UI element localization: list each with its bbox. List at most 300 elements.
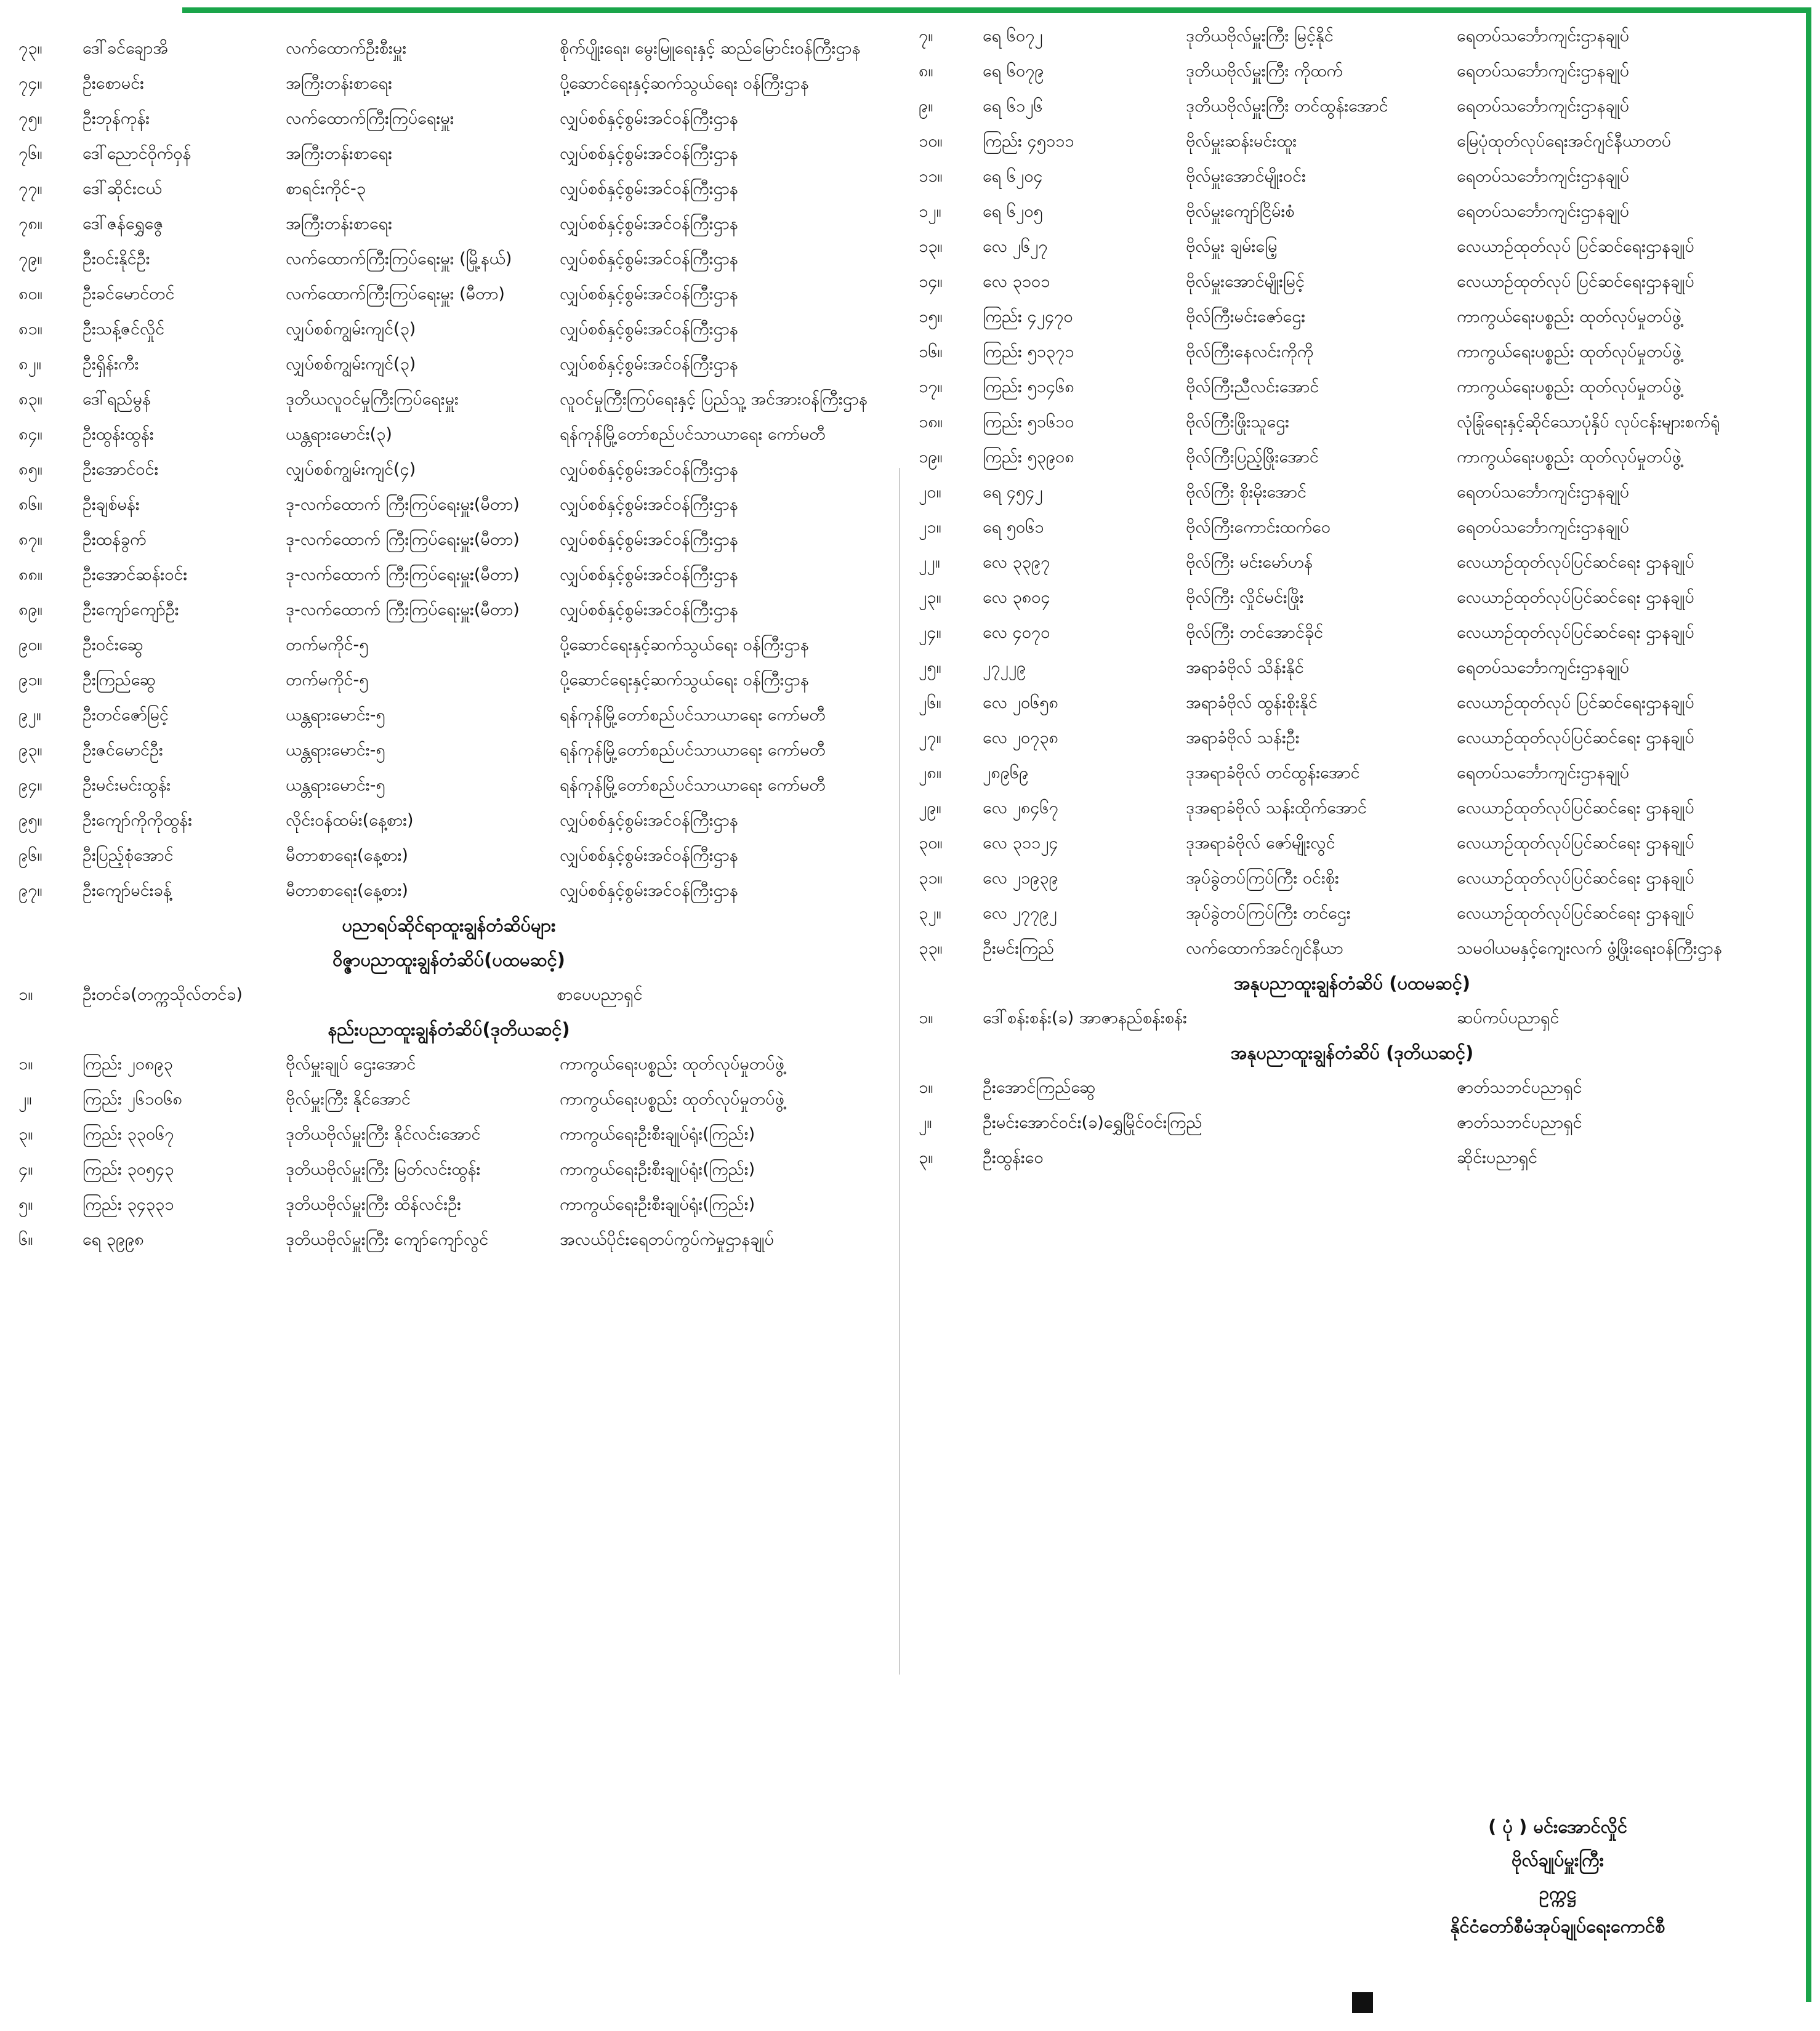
arts1-row	[909, 1000, 1795, 1036]
person-name: ဦးမင်းကြည်	[983, 939, 1055, 958]
person-name: ဦးစောမင်း	[83, 74, 145, 93]
person-department: လေယာဉ်ထုတ်လုပ် ပြင်ဆင်ရေးဌာနချုပ်	[1457, 693, 1694, 712]
person-department: လျှပ်စစ်နှင့်စွမ်းအင်ဝန်ကြီးဌာန	[560, 530, 738, 549]
list-row	[909, 440, 1795, 475]
arts2-award-list	[909, 1070, 1795, 1175]
row-number: ၅။	[18, 1195, 33, 1214]
service-number: လေ ၂၈၄၆၇	[983, 798, 1058, 818]
person-name: ဦးသန့်ဇင်လှိုင်	[83, 320, 165, 339]
list-row	[9, 417, 889, 452]
row-number: ၂၄။	[919, 623, 941, 642]
service-number: လေ ၃၃၉၇	[983, 553, 1050, 572]
person-name: ဒေါ်ခင်ချောအိ	[83, 39, 168, 58]
person-name: ဦးအောင်ဝင်း	[83, 460, 159, 479]
person-rank: တက်မကိုင်-၅	[286, 670, 369, 690]
person-department: ရန်ကုန်မြို့တော်စည်ပင်သာယာရေး ကော်မတီ	[560, 776, 826, 795]
list-row	[909, 264, 1795, 299]
person-department: လျှပ်စစ်နှင့်စွမ်းအင်ဝန်ကြီးဌာန	[560, 109, 738, 128]
row-number: ၇၆။	[18, 144, 42, 163]
person-rank: ယန္တရားမောင်း-၅	[286, 741, 385, 760]
person-rank: လက်ထောက်အင်ဂျင်နီယာ	[1186, 939, 1343, 958]
list-row	[909, 1070, 1795, 1105]
service-number: ကြည်း ၃၄၃၃၁	[83, 1195, 174, 1214]
list-row	[9, 312, 889, 347]
person-department: ပို့ဆောင်ရေးနှင့်ဆက်သွယ်ရေး ဝန်ကြီးဌာန	[560, 74, 809, 93]
person-rank: ဒု-လက်ထောက် ကြီးကြပ်ရေးမှူး(မီတာ)	[286, 530, 520, 549]
service-number: ရေ ၆၂၀၄	[983, 167, 1043, 186]
person-name: ဗိုလ်ကြီးပြည့်ဖြိုးအောင်	[1186, 448, 1319, 467]
row-number: ၉၇။	[18, 881, 42, 900]
person-rank: တက်မကိုင်-၅	[286, 635, 369, 654]
list-row	[9, 241, 889, 276]
person-department: လျှပ်စစ်နှင့်စွမ်းအင်ဝန်ကြီးဌာန	[560, 811, 738, 830]
person-department: လျှပ်စစ်နှင့်စွမ်းအင်ဝန်ကြီးဌာန	[560, 249, 738, 268]
person-rank: ဒုတိယလူဝင်မှုကြီးကြပ်ရေးမှူး	[286, 390, 459, 409]
list-row	[9, 452, 889, 487]
person-name: ဗိုလ်ကြီးနေလင်းကိုကို	[1186, 342, 1314, 361]
person-name: ဦးဝင်းဆွေ	[83, 635, 143, 654]
person-rank: လက်ထောက်ဦးစီးမှူး	[286, 39, 407, 58]
list-row	[9, 1047, 889, 1082]
person-name: ဦးခင်မောင်တင်	[83, 284, 175, 304]
black-square-icon	[1352, 1992, 1373, 2013]
person-rank: ဒု-လက်ထောက် ကြီးကြပ်ရေးမှူး(မီတာ)	[286, 600, 520, 619]
row-number: ၉၄။	[18, 776, 42, 795]
person-name: ဦးတင်ဇော်မြင့်	[83, 706, 169, 725]
list-row	[909, 615, 1795, 650]
person-name: ဒုတိယဗိုလ်မှူးကြီး တင်ထွန်းအောင်	[1186, 97, 1388, 116]
list-row	[9, 1187, 889, 1222]
row-number: ၁၉။	[919, 448, 943, 467]
section-arts2-title: အနုပညာထူးချွန်တံဆိပ် (ဒုတိယဆင့်)	[1230, 1042, 1474, 1063]
person-department: ရေတပ်သင်္ဘောကျင်းဌာနချုပ်	[1457, 202, 1629, 221]
list-row	[9, 592, 889, 627]
list-row	[909, 510, 1795, 545]
person-department: လျှပ်စစ်နှင့်စွမ်းအင်ဝန်ကြီးဌာန	[560, 600, 738, 619]
person-name: ဒုအရာခံဗိုလ် ဇော်မျိုးလွင်	[1186, 834, 1335, 853]
service-number: လေ ၃၁၁၂၄	[983, 834, 1058, 853]
row-number: ၈၃။	[18, 390, 42, 409]
column-divider	[899, 468, 900, 1675]
row-number: ၁၆။	[919, 342, 943, 361]
service-number: လေ ၄၀၇၀	[983, 623, 1050, 642]
list-row	[909, 790, 1795, 826]
person-name: ဗိုလ်ကြီးမင်းဇော်ဌေး	[1186, 307, 1306, 326]
person-name: ဒုတိယဗိုလ်မှူးကြီး မြတ်လင်းထွန်း	[286, 1160, 481, 1179]
person-name: ဦးချစ်မန်း	[83, 495, 140, 514]
person-department: လေယာဉ်ထုတ်လုပ်ပြင်ဆင်ရေး ဌာနချုပ်	[1457, 869, 1694, 888]
service-number: ရေ ၆၂၀၅	[983, 202, 1043, 221]
person-rank: ယန္တရားမောင်း-၅	[286, 776, 385, 795]
list-row	[9, 662, 889, 698]
list-row	[9, 522, 889, 557]
person-department: လျှပ်စစ်နှင့်စွမ်းအင်ဝန်ကြီးဌာန	[560, 881, 738, 900]
signature-title: ဥက္ကဋ္ဌ	[1539, 1883, 1577, 1904]
row-number: ၁။	[18, 1055, 33, 1074]
row-number: ၃။	[18, 1125, 33, 1144]
person-name: ဦးပြည့်စုံအောင်	[83, 846, 174, 865]
list-row	[9, 733, 889, 768]
list-row	[9, 276, 889, 312]
person-rank: ယန္တရားမောင်း(၃)	[286, 425, 392, 444]
list-row	[9, 347, 889, 382]
row-number: ၆။	[18, 1230, 33, 1249]
person-rank: အကြီးတန်းစာရေး	[286, 74, 393, 93]
signature-rank: ဗိုလ်ချုပ်မှူးကြီး	[1512, 1849, 1604, 1870]
person-name: ဗိုလ်မှူးချုပ် ဌေးအောင်	[286, 1055, 416, 1074]
signature-council: နိုင်ငံတော်စီမံအုပ်ချုပ်ရေးကောင်စီ	[1450, 1916, 1665, 1937]
row-number: ၄။	[18, 1160, 33, 1179]
list-row	[9, 557, 889, 592]
list-row	[909, 299, 1795, 334]
person-department: ကာကွယ်ရေးပစ္စည်း ထုတ်လုပ်မှုတပ်ဖွဲ့	[560, 1055, 784, 1074]
list-row	[909, 54, 1795, 89]
list-row	[9, 31, 889, 66]
person-department: အလယ်ပိုင်းရေတပ်ကွပ်ကဲမှုဌာနချုပ်	[560, 1230, 774, 1249]
person-name: အရာခံဗိုလ် သိန်းနိုင်	[1186, 658, 1304, 677]
person-rank: အကြီးတန်းစာရေး	[286, 214, 393, 233]
row-number: ၂။	[18, 1090, 32, 1109]
person-name: ဦးထွန်းဝေ	[983, 1148, 1044, 1167]
person-department: လေယာဉ်ထုတ်လုပ်ပြင်ဆင်ရေး ဌာနချုပ်	[1457, 834, 1694, 853]
person-name: ဦးရှိန်းကီး	[83, 355, 139, 374]
person-name: ဒေါ်ရည်မွန်	[83, 390, 151, 409]
row-number: ၂၁။	[919, 518, 941, 537]
list-row	[9, 1222, 889, 1257]
person-department: လျှပ်စစ်နှင့်စွမ်းအင်ဝန်ကြီးဌာန	[560, 846, 738, 865]
list-row	[9, 1082, 889, 1117]
list-row	[909, 580, 1795, 615]
person-name: ဦးဇင်မောင်ဦး	[83, 741, 163, 760]
person-name: ဗိုလ်မှူးကြီး နိုင်အောင်	[286, 1090, 411, 1109]
list-row	[9, 101, 889, 136]
person-department: ရန်ကုန်မြို့တော်စည်ပင်သာယာရေး ကော်မတီ	[560, 706, 826, 725]
person-name: ဒေါ်ညောင်ဝိုက်ဝှန်	[83, 144, 191, 163]
person-name: ဗိုလ်မှူးကျော်ငြိမ်းစံ	[1186, 202, 1295, 221]
technical-award-list	[9, 1047, 889, 1257]
list-row	[9, 698, 889, 733]
person-name: ဒုတိယဗိုလ်မှူးကြီး မြင့်နိုင်	[1186, 26, 1334, 46]
person-rank: လိုင်းဝန်ထမ်း(နေ့စား)	[286, 811, 414, 830]
person-department: ကာကွယ်ရေးပစ္စည်း ထုတ်လုပ်မှုတပ်ဖွဲ့	[1457, 448, 1681, 467]
person-department: လျှပ်စစ်နှင့်စွမ်းအင်ဝန်ကြီးဌာန	[560, 320, 738, 339]
right-column	[909, 18, 1795, 1175]
person-department: လျှပ်စစ်နှင့်စွမ်းအင်ဝန်ကြီးဌာန	[560, 144, 738, 163]
person-name: ဦးအောင်ကြည်ဆွေ	[983, 1078, 1096, 1097]
person-department: လျှပ်စစ်နှင့်စွမ်းအင်ဝန်ကြီးဌာန	[560, 460, 738, 479]
section-knowledge-title: ပညာရပ်ဆိုင်ရာထူးချွန်တံဆိပ်များ	[342, 915, 556, 936]
service-number: ရေ ၄၅၄၂	[983, 483, 1043, 502]
person-name: ဒုအရာခံဗိုလ် တင်ထွန်းအောင်	[1186, 763, 1360, 782]
row-number: ၂၂။	[919, 553, 940, 572]
person-department: ကာကွယ်ရေးပစ္စည်း ထုတ်လုပ်မှုတပ်ဖွဲ့	[1457, 377, 1681, 396]
service-number: ကြည်း ၂၀၈၉၃	[83, 1055, 173, 1074]
person-department: လျှပ်စစ်နှင့်စွမ်းအင်ဝန်ကြီးဌာန	[560, 284, 738, 304]
person-rank: လျှပ်စစ်ကျွမ်းကျင်(၃)	[286, 320, 416, 339]
person-rank: ယန္တရားမောင်း-၅	[286, 706, 385, 725]
left-award-list	[9, 31, 889, 908]
person-rank: လျှပ်စစ်ကျွမ်းကျင်(၃)	[286, 355, 416, 374]
person-name: ဦးကျော်ကျော်ဦး	[83, 600, 179, 619]
person-name: ဒုတိယဗိုလ်မှူးကြီး ကျော်ကျော်လွင်	[286, 1230, 489, 1249]
person-department: လျှပ်စစ်နှင့်စွမ်းအင်ဝန်ကြီးဌာန	[560, 214, 738, 233]
person-rank: လက်ထောက်ကြီးကြပ်ရေးမှူး (မီတာ)	[286, 284, 505, 304]
list-row	[9, 487, 889, 522]
person-name: ဗိုလ်ကြီး လှိုင်မင်းဖြိုး	[1186, 588, 1304, 607]
service-number: လေ ၂၁၉၃၉	[983, 869, 1058, 888]
row-number: ၃၁။	[919, 869, 943, 888]
person-name: ဒေါ်ဇန်ရွှေဇွေ	[83, 214, 164, 233]
person-department: လေယာဉ်ထုတ်လုပ် ပြင်ဆင်ရေးဌာနချုပ်	[1457, 272, 1694, 291]
service-number: ကြည်း ၄၂၄၇၀	[983, 307, 1073, 326]
list-row	[9, 171, 889, 206]
person-department: လေယာဉ်ထုတ်လုပ်ပြင်ဆင်ရေး ဌာနချုပ်	[1457, 904, 1694, 923]
row-number: ၁၀။	[919, 132, 943, 151]
list-row	[9, 627, 889, 662]
row-number: ၈။	[919, 62, 933, 81]
list-row	[9, 66, 889, 101]
row-number: ၁၁။	[919, 167, 943, 186]
person-rank: မီတာစာရေး(နေ့စား)	[286, 846, 408, 865]
service-number: လေ ၂၆၂၇	[983, 237, 1048, 256]
signature-name: ( ပုံ ) မင်းအောင်လှိုင်	[1488, 1816, 1627, 1837]
row-number: ၁၈။	[919, 412, 943, 432]
person-name: ဒုအရာခံဗိုလ် သန်းထိုက်အောင်	[1186, 798, 1367, 818]
person-department: ရေတပ်သင်္ဘောကျင်းဌာနချုပ်	[1457, 518, 1629, 537]
service-number: ရေ ၆၀၇၉	[983, 62, 1044, 81]
service-number: ကြည်း ၅၃၉၀၈	[983, 448, 1074, 467]
list-row	[909, 89, 1795, 124]
person-department: ရေတပ်သင်္ဘောကျင်းဌာနချုပ်	[1457, 167, 1629, 186]
row-number: ၃၂။	[919, 904, 941, 923]
person-field: စာပေပညာရှင်	[557, 985, 643, 1004]
service-number: ၂၇၂၂၉	[983, 658, 1026, 677]
person-department: ကာကွယ်ရေးပစ္စည်း ထုတ်လုပ်မှုတပ်ဖွဲ့	[560, 1090, 784, 1109]
row-number: ၇၈။	[18, 214, 42, 233]
service-number: ရေ ၃၉၉၈	[83, 1230, 144, 1249]
signature-block	[1355, 1810, 1761, 1943]
person-department: ရန်ကုန်မြို့တော်စည်ပင်သာယာရေး ကော်မတီ	[560, 741, 826, 760]
person-department: ရေတပ်သင်္ဘောကျင်းဌာနချုပ်	[1457, 763, 1629, 782]
row-number: ၇၄။	[18, 74, 42, 93]
person-department: ရေတပ်သင်္ဘောကျင်းဌာနချုပ်	[1457, 26, 1629, 46]
person-name: ဒုတိယဗိုလ်မှူးကြီး ကိုထက်	[1186, 62, 1343, 81]
person-department: ပို့ဆောင်ရေးနှင့်ဆက်သွယ်ရေး ဝန်ကြီးဌာန	[560, 670, 809, 690]
list-row	[909, 475, 1795, 510]
row-number: ၈၇။	[18, 530, 42, 549]
service-number: ကြည်း ၅၁၆၁၀	[983, 412, 1074, 432]
row-number: ၈၉။	[18, 600, 42, 619]
list-row	[9, 382, 889, 417]
person-department: လေယာဉ်ထုတ်လုပ်ပြင်ဆင်ရေး ဌာနချုပ်	[1457, 623, 1694, 642]
person-name: အရာခံဗိုလ် ထွန်းစိုးနိုင်	[1186, 693, 1318, 712]
person-department: ပို့ဆောင်ရေးနှင့်ဆက်သွယ်ရေး ဝန်ကြီးဌာန	[560, 635, 809, 654]
row-number: ၁၃။	[919, 237, 943, 256]
person-name: ဗိုလ်မှူးဆန်းမင်းထူး	[1186, 132, 1297, 151]
person-department: ကာကွယ်ရေးဦးစီးချုပ်ရုံး(ကြည်း)	[560, 1125, 755, 1144]
person-rank: လက်ထောက်ကြီးကြပ်ရေးမှူး	[286, 109, 454, 128]
list-row	[909, 861, 1795, 896]
service-number: ကြည်း ၅၁၃၇၁	[983, 342, 1074, 361]
row-number: ၉၁။	[18, 670, 42, 690]
row-number: ၉၆။	[18, 846, 42, 865]
knowledge-row	[9, 977, 889, 1012]
person-name: ဦးအောင်ဆန်းဝင်း	[83, 565, 188, 584]
person-rank: မီတာစာရေး(နေ့စား)	[286, 881, 408, 900]
list-row	[9, 206, 889, 241]
right-award-list	[909, 18, 1795, 966]
person-department: လေယာဉ်ထုတ်လုပ် ပြင်ဆင်ရေးဌာနချုပ်	[1457, 237, 1694, 256]
service-number: ရေ ၅၀၆၁	[983, 518, 1044, 537]
list-row	[9, 873, 889, 908]
service-number: ရေ ၆၀၇၂	[983, 26, 1043, 46]
row-number: ၂၇။	[919, 728, 941, 747]
person-department: လုံခြုံရေးနှင့်ဆိုင်သောပုံနှိပ် လုပ်ငန်းများစက်ရုံ	[1457, 412, 1720, 432]
list-row	[909, 826, 1795, 861]
person-department: ရေတပ်သင်္ဘောကျင်းဌာနချုပ်	[1457, 658, 1629, 677]
person-name: ဗိုလ်မှူးအောင်မျိုးဝင်း	[1186, 167, 1306, 186]
person-department: လေယာဉ်ထုတ်လုပ်ပြင်ဆင်ရေး ဌာနချုပ်	[1457, 553, 1694, 572]
list-row	[909, 369, 1795, 404]
row-number: ၇၉။	[18, 249, 42, 268]
row-number: ၉၀။	[18, 635, 42, 654]
person-name: ဗိုလ်ကြီး စိုးမိုးအောင်	[1186, 483, 1307, 502]
person-name: ဦးကျော်ကိုကိုထွန်း	[83, 811, 193, 830]
row-number: ၉၅။	[18, 811, 42, 830]
list-row	[909, 1105, 1795, 1140]
person-name: ဒုတိယဗိုလ်မှူးကြီး နိုင်လင်းအောင်	[286, 1125, 481, 1144]
list-row	[9, 1152, 889, 1187]
person-field: ဇာတ်သဘင်ပညာရှင်	[1457, 1113, 1582, 1132]
list-row	[909, 896, 1795, 931]
person-department: လျှပ်စစ်နှင့်စွမ်းအင်ဝန်ကြီးဌာန	[560, 179, 738, 198]
row-number: ၇။	[919, 26, 933, 46]
person-name: ဦးမင်းမင်းထွန်း	[83, 776, 171, 795]
person-department: လေယာဉ်ထုတ်လုပ်ပြင်ဆင်ရေး ဌာနချုပ်	[1457, 798, 1694, 818]
person-name: ဗိုလ်ကြီးကောင်းထက်ဝေ	[1186, 518, 1331, 537]
person-name: ဗိုလ်ကြီးညီလင်းအောင်	[1186, 377, 1319, 396]
list-row	[909, 334, 1795, 369]
service-number: ကြည်း ၅၁၄၆၈	[983, 377, 1074, 396]
person-department: ရန်ကုန်မြို့တော်စည်ပင်သာယာရေး ကော်မတီ	[560, 425, 826, 444]
person-field: ဆိုင်းပညာရှင်	[1457, 1148, 1538, 1167]
row-number: ၈၈။	[18, 565, 43, 584]
row-number: ၉။	[919, 97, 933, 116]
list-row	[909, 685, 1795, 720]
person-name: အုပ်ခွဲတပ်ကြပ်ကြီး ဝင်းစိုး	[1186, 869, 1339, 888]
person-department: ကာကွယ်ရေးဦးစီးချုပ်ရုံး(ကြည်း)	[560, 1160, 755, 1179]
person-name: ဗိုလ်ကြီးဖြိုးသူဌေး	[1186, 412, 1289, 432]
row-number: ၈၀။	[18, 284, 42, 304]
person-rank: အကြီးတန်းစာရေး	[286, 144, 393, 163]
person-department: လျှပ်စစ်နှင့်စွမ်းအင်ဝန်ကြီးဌာန	[560, 565, 738, 584]
row-number: ၂။	[919, 1113, 932, 1132]
list-row	[909, 404, 1795, 440]
person-rank: လျှပ်စစ်ကျွမ်းကျင်(၄)	[286, 460, 416, 479]
row-number: ၈၂။	[18, 355, 41, 374]
person-department: ကာကွယ်ရေးဦးစီးချုပ်ရုံး(ကြည်း)	[560, 1195, 755, 1214]
person-name: ဗိုလ်မှူး ချမ်းမြေ့	[1186, 237, 1278, 256]
person-name: အရာခံဗိုလ် သန်းဦး	[1186, 728, 1300, 747]
service-number: ရေ ၆၁၂၆	[983, 97, 1043, 116]
row-number: ၁။	[919, 1078, 933, 1097]
row-number: ၂၅။	[919, 658, 941, 677]
person-name: ဒေါ်ဆိုင်းငယ်	[83, 179, 162, 198]
service-number: လေ ၃၈၀၄	[983, 588, 1050, 607]
person-rank: စာရင်းကိုင်-၃	[286, 179, 366, 198]
section-technical-title: နည်းပညာထူးချွန်တံဆိပ်(ဒုတိယဆင့်)	[328, 1019, 570, 1040]
service-number: လေ ၃၁၀၁	[983, 272, 1050, 291]
list-row	[909, 1140, 1795, 1175]
row-number: ၃။	[919, 1148, 933, 1167]
person-department: လျှပ်စစ်နှင့်စွမ်းအင်ဝန်ကြီးဌာန	[560, 495, 738, 514]
list-row	[909, 159, 1795, 194]
list-row	[909, 124, 1795, 159]
person-name: ဦးမင်းအောင်ဝင်း(ခ)ရွှေမြိုင်ဝင်းကြည်	[983, 1113, 1202, 1132]
list-row	[9, 1117, 889, 1152]
service-number: ၂၈၉၆၉	[983, 763, 1029, 782]
row-number: ၁၇။	[919, 377, 943, 396]
person-name: ဦးထွန်းထွန်း	[83, 425, 154, 444]
row-number: ၇၇။	[18, 179, 42, 198]
list-row	[9, 803, 889, 838]
row-number: ၈၆။	[18, 495, 42, 514]
row-number: ၁။	[919, 1008, 933, 1028]
person-department: ကာကွယ်ရေးပစ္စည်း ထုတ်လုပ်မှုတပ်ဖွဲ့	[1457, 307, 1681, 326]
person-field: ဇာတ်သဘင်ပညာရှင်	[1457, 1078, 1582, 1097]
list-row	[909, 650, 1795, 685]
person-name: ဦးဝင်းနိုင်ဦး	[83, 249, 150, 268]
row-number: ၇၅။	[18, 109, 42, 128]
list-row	[909, 194, 1795, 229]
row-number: ၁၂။	[919, 202, 941, 221]
list-row	[909, 18, 1795, 54]
row-number: ၈၄။	[18, 425, 42, 444]
left-column	[9, 31, 889, 1257]
person-name: ဗိုလ်ကြီး တင်အောင်ခိုင်	[1186, 623, 1324, 642]
row-number: ၉၂။	[18, 706, 41, 725]
person-rank: ဒု-လက်ထောက် ကြီးကြပ်ရေးမှူး(မီတာ)	[286, 495, 520, 514]
person-department: စိုက်ပျိုးရေး၊ မွေးမြူရေးနှင့် ဆည်မြောင်းဝန်ကြီးဌာန	[560, 39, 861, 58]
row-number: ၁၅။	[919, 307, 943, 326]
service-number: ကြည်း ၃၀၅၄၃	[83, 1160, 174, 1179]
service-number: ကြည်း ၄၅၁၁၁	[983, 132, 1074, 151]
list-row	[9, 768, 889, 803]
row-number: ၃၀။	[919, 834, 943, 853]
list-row	[909, 931, 1795, 966]
row-number: ၁၄။	[919, 272, 943, 291]
row-number: ၈၅။	[18, 460, 42, 479]
person-name: ဦးတင်ခ(တက္ကသိုလ်တင်ခ)	[83, 985, 243, 1004]
person-department: ရေတပ်သင်္ဘောကျင်းဌာနချုပ်	[1457, 97, 1629, 116]
list-row	[9, 136, 889, 171]
person-rank: လက်ထောက်ကြီးကြပ်ရေးမှူး (မြို့နယ်)	[286, 249, 512, 268]
person-name: ဦးထန်ခွက်	[83, 530, 147, 549]
person-department: မြေပုံထုတ်လုပ်ရေးအင်ဂျင်နီယာတပ်	[1457, 132, 1672, 151]
row-number: ၂၈။	[919, 763, 941, 782]
service-number: ကြည်း ၃၃၀၆၇	[83, 1125, 174, 1144]
person-name: ဗိုလ်ကြီး မင်းမော်ဟန်	[1186, 553, 1313, 572]
person-department: လူဝင်မှုကြီးကြပ်ရေးနှင့် ပြည်သူ့ အင်အားဝန်ကြီးဌာန	[560, 390, 868, 409]
list-row	[9, 838, 889, 873]
person-name: ဦးဘုန်ကုန်း	[83, 109, 150, 128]
row-number: ၂၀။	[919, 483, 941, 502]
person-department: ကာကွယ်ရေးပစ္စည်း ထုတ်လုပ်မှုတပ်ဖွဲ့	[1457, 342, 1681, 361]
row-number: ၃၃။	[919, 939, 943, 958]
row-number: ၇၃။	[18, 39, 42, 58]
section-knowledge-subtitle: ဝိဇ္ဇာပညာထူးချွန်တံဆိပ်(ပထမဆင့်)	[332, 949, 565, 970]
person-name: ဗိုလ်မှူးအောင်မျိုးမြင့်	[1186, 272, 1305, 291]
